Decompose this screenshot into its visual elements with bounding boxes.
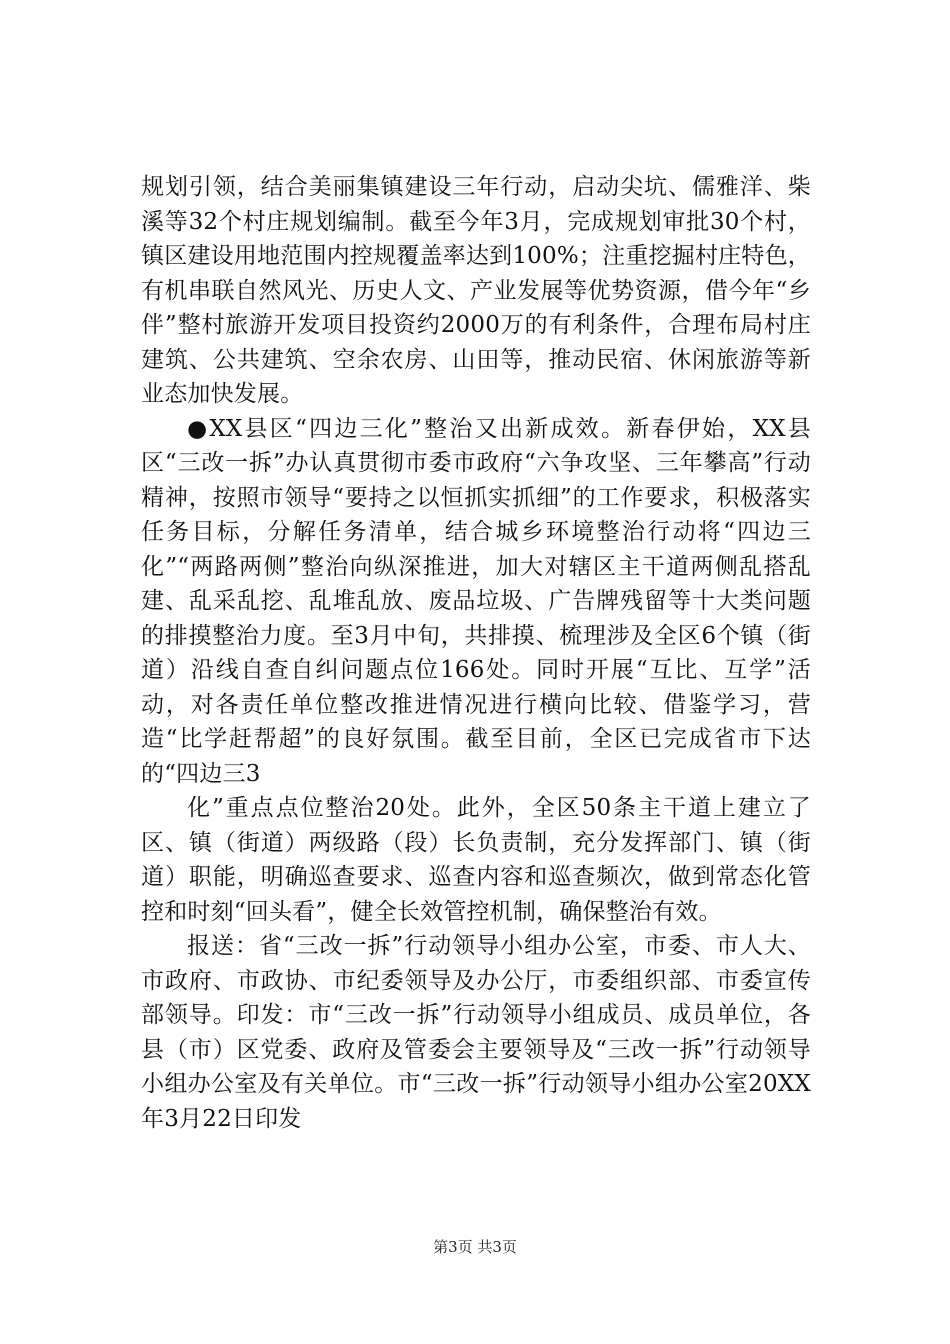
- paragraph-four-sides-renovation: ●XX县区“四边三化”整治又出新成效。新春伊始，XX县区“三改一拆”办认真贯彻市委市政府“六争攻坚、三年攀高”行动精神，按照市领导“要持之以恒抓实抓细”的工作要求，积极落实任务目标，分解任务清单，结合城乡环境整治行动将“四边三化”“两路两侧”整治向纵深推进，加大对辖区主干道两侧乱搭乱建、乱采乱挖、乱堆乱放、废品垃圾、广告牌残留等十大类问题的排摸整治力度。至3月中旬，共排摸、梳理涉及全区6个镇（街道）沿线自查自纠问题点位166处。同时开展“互比、互学”活动，对各责任单位整改推进情况进行横向比较、借鉴学习，营造“比学赶帮超”的良好氛围。截至目前，全区已完成省市下达的“四边三3: [141, 415, 811, 787]
- page-number-footer: 第3页 共3页: [433, 1238, 517, 1256]
- paragraph-renovation-continued: 化”重点点位整治20处。此外，全区50条主干道上建立了区、镇（街道）两级路（段）长负责制，充分发挥部门、镇（街道）职能，明确巡查要求、巡查内容和巡查频次，做到常态化管控和时刻“回头看”，健全长效管控机制，确保整治有效。: [141, 795, 811, 925]
- paragraph-distribution: 报送：省“三改一拆”行动领导小组办公室，市委、市人大、市政府、市政协、市纪委领导及办公厅，市委组织部、市委宣传部领导。印发：市“三改一拆”行动领导小组成员、成员单位，各县（市）区党委、政府及管委会主要领导及“三改一拆”行动领导小组办公室及有关单位。市“三改一拆”行动领导小组办公室20XX年3月22日印发: [141, 933, 811, 1132]
- paragraph-planning: 规划引领，结合美丽集镇建设三年行动，启动尖坑、儒雅洋、柴溪等32个村庄规划编制。截至今年3月，完成规划审批30个村，镇区建设用地范围内控规覆盖率达到100%；注重挖掘村庄特色，有机串联自然风光、历史人文、产业发展等优势资源，借今年“乡伴”整村旅游开发项目投资约2000万的有利条件，合理布局村庄建筑、公共建筑、空余农房、山田等，推动民宿、休闲旅游等新业态加快发展。: [141, 174, 811, 407]
- document-body: [141, 170, 811, 1136]
